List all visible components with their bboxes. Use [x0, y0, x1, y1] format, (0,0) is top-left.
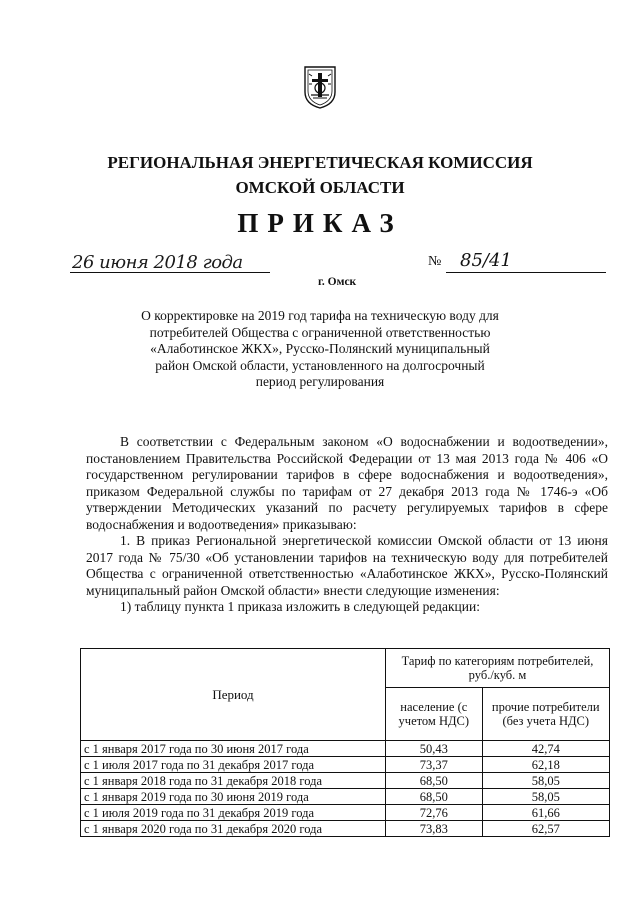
- table-row: [81, 789, 610, 805]
- handwritten-number: 85/41: [460, 250, 512, 271]
- table-row: [81, 773, 610, 789]
- table-row: [81, 805, 610, 821]
- number-label: №: [428, 254, 442, 269]
- other-value: 58,05: [482, 789, 609, 805]
- document-type: ПРИКАЗ: [237, 208, 403, 238]
- organization-line-1: РЕГИОНАЛЬНАЯ ЭНЕРГЕТИЧЕСКАЯ КОМИССИЯ: [107, 153, 533, 172]
- period-cell: с 1 января 2020 года по 31 декабря 2020 года: [81, 821, 386, 837]
- other-value: 42,74: [482, 741, 609, 757]
- date-underline: [70, 272, 270, 273]
- period-cell: с 1 января 2018 года по 31 декабря 2018 года: [81, 773, 386, 789]
- subject-line-4: район Омской области, установленного на долгосрочный: [155, 357, 485, 373]
- coat-of-arms-icon: [302, 62, 338, 110]
- population-value: 68,50: [386, 773, 483, 789]
- header-tariff-group: Тариф по категориям потребителей, руб./куб. м: [386, 649, 610, 688]
- table-row: [81, 757, 610, 773]
- other-value: 58,05: [482, 773, 609, 789]
- population-value: 72,76: [386, 805, 483, 821]
- other-value: 62,57: [482, 821, 609, 837]
- period-cell: с 1 января 2019 года по 30 июня 2019 года: [81, 789, 386, 805]
- population-value: 73,37: [386, 757, 483, 773]
- subject-line-1: О корректировке на 2019 год тарифа на техническую воду для: [141, 308, 499, 323]
- population-value: 73,83: [386, 821, 483, 837]
- handwritten-date: 26 июня 2018 года: [72, 252, 243, 273]
- item-1-paragraph: 1. В приказ Региональной энергетической комиссии Омской области от 13 июня 2017 года № 75/30 «Об установлении тарифов на техническую воду для потребителей Общества с ограниченной ответственностью «Алаботинское ЖКХ», Русско-Полянский муниципальный район Омской области» внести следующие изменения:: [86, 533, 608, 598]
- organization-name: [60, 150, 580, 200]
- table-row: [81, 741, 610, 757]
- item-1-1-paragraph: 1) таблицу пункта 1 приказа изложить в следующей редакции:: [120, 599, 480, 614]
- number-underline: [446, 272, 606, 273]
- table-row: [81, 821, 610, 837]
- order-body: [86, 434, 608, 616]
- order-subject: [110, 308, 530, 391]
- subject-line-5: период регулирования: [255, 374, 385, 389]
- header-period: Период: [81, 649, 386, 741]
- period-cell: с 1 января 2017 года по 30 июня 2017 года: [81, 741, 386, 757]
- other-value: 62,18: [482, 757, 609, 773]
- population-value: 68,50: [386, 789, 483, 805]
- organization-line-2: ОМСКОЙ ОБЛАСТИ: [235, 178, 405, 197]
- subject-line-2: потребителей Общества с ограниченной ответственностью: [149, 324, 491, 340]
- period-cell: с 1 июля 2017 года по 31 декабря 2017 года: [81, 757, 386, 773]
- tariff-table: [80, 648, 610, 837]
- period-cell: с 1 июля 2019 года по 31 декабря 2019 года: [81, 805, 386, 821]
- preamble-paragraph: В соответствии с Федеральным законом «О водоснабжении и водоотведении», постановлением Правительства Российской Федерации от 13 мая 2013 года № 406 «О государственном регулировании тарифов в сфере водоснабжения и водоотведения», приказом Федеральной службы по тарифам от 27 декабря 2013 года № 1746-э «Об утверждении Методических указаний по расчету регулируемых тарифов в сфере водоснабжения и водоотведения» приказываю:: [86, 434, 608, 532]
- header-population: население (с учетом НДС): [386, 688, 483, 741]
- population-value: 50,43: [386, 741, 483, 757]
- city-label: г. Омск: [318, 276, 357, 288]
- other-value: 61,66: [482, 805, 609, 821]
- subject-line-3: «Алаботинское ЖКХ», Русско-Полянский муниципальный: [150, 341, 490, 356]
- header-other-consumers: прочие потребители (без учета НДС): [482, 688, 609, 741]
